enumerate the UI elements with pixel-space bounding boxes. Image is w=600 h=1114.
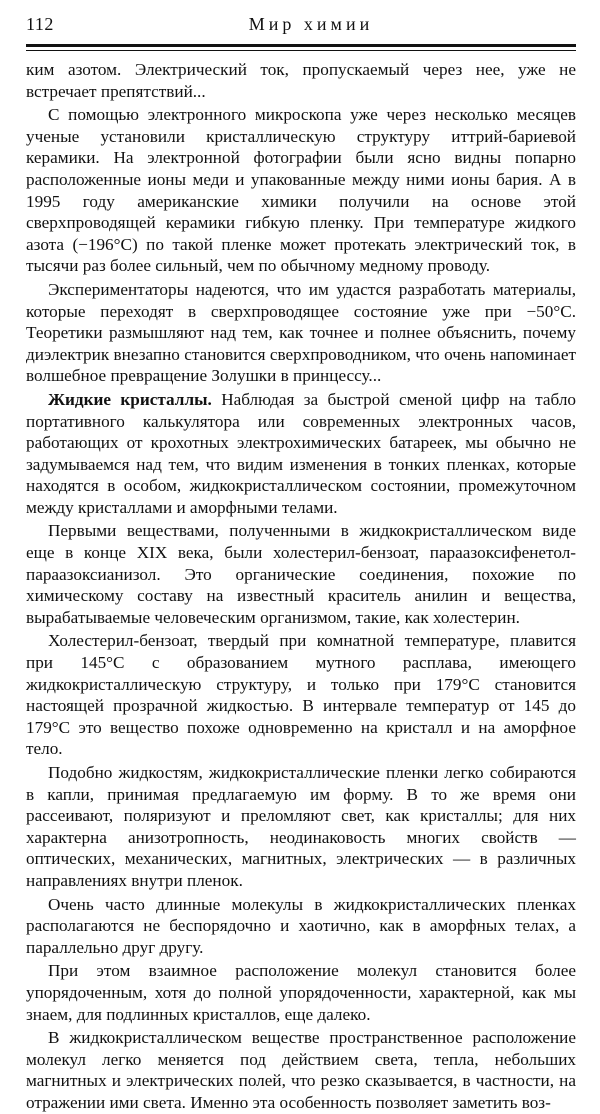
paragraph — [26, 894, 576, 959]
paragraph-text: В жидкокристаллическом веществе пространственное расположение молекул легко меняется под действием света, тепла, небольших магнитных и электрических полей, что резко сказывается, в частности, на отражении ими света. Именно эта особенность позволяет заметить воз- — [26, 1028, 576, 1112]
page-header — [26, 14, 576, 40]
page-number: 112 — [26, 14, 54, 34]
paragraph-text: Холестерил-бензоат, твердый при комнатной температуре, плавится при 145°С с образованием мутного расплава, имеющего жидкокристаллическую структуру, и только при 179°С становится настоящей прозрачной жидкостью. В интервале температур от 145 до 179°С это вещество похоже одновременно на кристалл и на аморфное тело. — [26, 631, 576, 759]
running-title: Мир химии — [248, 14, 374, 34]
header-rule-thin — [26, 50, 576, 51]
paragraph — [26, 59, 576, 102]
paragraph — [26, 389, 576, 519]
paragraph-text: Первыми веществами, полученными в жидкокристаллическом виде еще в конце XIX века, были холестерил-бензоат, параазоксифенетол-параазоксианизол. Это органические соединения, похожие по химическому составу на известный краситель анилин и вещества, вырабатываемые человеческим организмом, такие, как холестерин. — [26, 521, 576, 627]
body-text — [26, 59, 576, 1114]
paragraph-text: Экспериментаторы надеются, что им удастся разработать материалы, которые переходят в сверхпроводящее состояние уже при −50°С. Теоретики размышляют над тем, как точнее и полнее объяснить, почему диэлектрик внезапно становится сверхпроводником, что очень напоминает волшебное превращение Золушки в принцессу... — [26, 279, 576, 386]
paragraph-text: Подобно жидкостям, жидкокристаллические пленки легко собираются в капли, принимая предлагаемую им форму. В то же время они рассеивают, поляризуют и преломляют свет, как кристаллы; для них характерна анизотропность, неодинаковость многих свойств — оптических, механических, магнитных, электрических — в различных направлениях внутри пленок. — [26, 763, 576, 890]
section-heading: Жидкие кристаллы. — [48, 389, 212, 409]
book-page — [26, 14, 576, 1114]
paragraph — [26, 762, 576, 892]
paragraph-text: ким азотом. Электрический ток, пропускаемый через нее, уже не встречает препятствий... — [26, 60, 576, 101]
paragraph-text: Наблюдая за быстрой сменой цифр на табло портативного калькулятора или современных электронных часов, работающих от крохотных электрохимических батареек, мы обычно не задумываемся над тем, что видим изменения в тонких пленках, которые находятся в особом, жидкокристаллическом состоянии, промежуточном между кристаллами и аморфными телами. — [26, 389, 577, 517]
paragraph — [26, 1027, 576, 1113]
paragraph-text: С помощью электронного микроскопа уже через несколько месяцев ученые установили кристаллическую структуру иттрий-бариевой керамики. На электронной фотографии были ясно видны попарно расположенные ионы меди и упакованные между ними ионы бария. А в 1995 году американские химики получили на основе этой сверхпроводящей керамики гибкую пленку. При температуре жидкого азота (−196°С) по такой пленке может протекать электрический ток, в тысячи раз более сильный, чем по обычному медному проводу. — [26, 105, 576, 276]
paragraph-text: При этом взаимное расположение молекул становится более упорядоченным, хотя до полной упорядоченности, характерной, как мы знаем, для подлинных кристаллов, еще далеко. — [26, 961, 576, 1024]
paragraph — [26, 104, 576, 277]
paragraph — [26, 960, 576, 1025]
header-rule-thick — [26, 44, 576, 47]
paragraph — [26, 279, 576, 387]
paragraph — [26, 630, 576, 760]
paragraph — [26, 520, 576, 628]
paragraph-text: Очень часто длинные молекулы в жидкокристаллических пленках располагаются не беспорядочно и хаотично, как в аморфных телах, а параллельно друг другу. — [26, 894, 576, 957]
